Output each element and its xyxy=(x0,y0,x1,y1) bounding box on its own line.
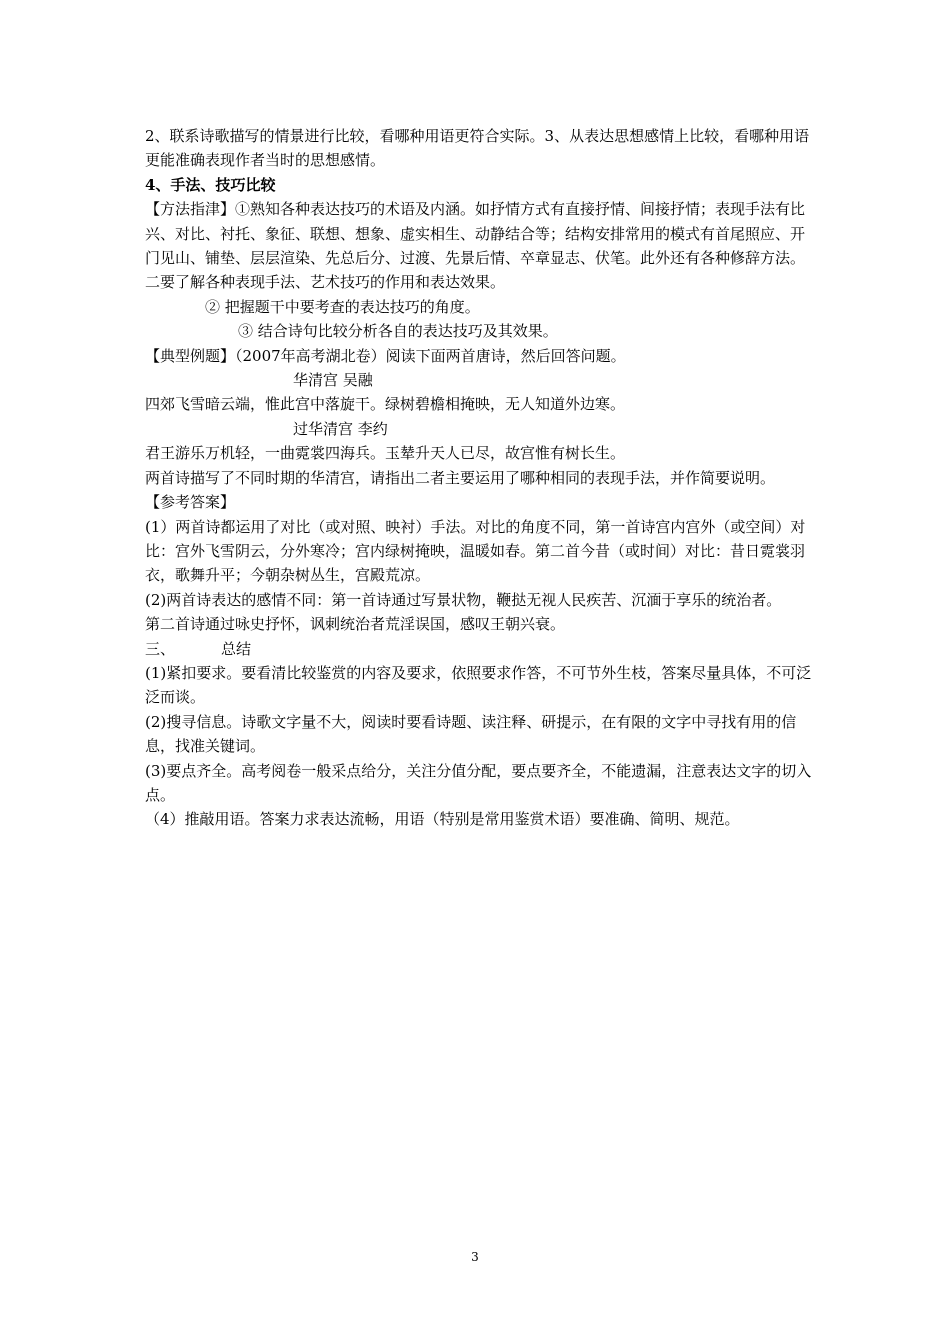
answer-point-2-part-1: (2)两首诗表达的感情不同：第一首诗通过写景状物，鞭挞无视人民疾苦、沉湎于享乐的统治者。 xyxy=(145,590,782,609)
paragraph-method-step-3: ③ 结合诗句比较分析各自的表达技巧及其效果。 xyxy=(238,322,558,341)
paragraph-method-guide: 【方法指津】①熟知各种表达技巧的术语及内涵。如抒情方式有直接抒情、间接抒情；表现手法有比兴、对比、衬托、象征、联想、想象、虚实相生、动静结合等；结构安排常用的模式有首尾照应、开门见山、铺垫、层层渲染、先总后分、过渡、先景后情、卒章显志、伏笔。此外还有各种修辞方法。二要了解各种表现手法、艺术技巧的作用和表达效果。 xyxy=(145,200,806,292)
paragraph-question: 两首诗描写了不同时期的华清宫，请指出二者主要运用了哪种相同的表现手法，并作简要说明。 xyxy=(145,468,776,487)
page-number: 3 xyxy=(471,1250,479,1264)
document-body xyxy=(145,124,815,832)
section-title: 总结 xyxy=(221,639,252,658)
paragraph-comparison-context: 2、联系诗歌描写的情景进行比较，看哪种用语更符合实际。3、从表达思想感情上比较，看哪种用语更能准确表现作者当时的思想感情。 xyxy=(145,127,810,170)
poem-title-huaqing-palace: 华清宫 吴融 xyxy=(293,371,373,390)
answer-point-2 xyxy=(145,588,815,637)
summary-point-1: (1)紧扣要求。要看清比较鉴赏的内容及要求，依照要求作答，不可节外生枝，答案尽量具体，不可泛泛而谈。 xyxy=(145,663,812,707)
section-number: 三、 xyxy=(145,639,176,658)
section-heading-technique: 4、手法、技巧比较 xyxy=(145,175,276,194)
section-heading-summary xyxy=(145,637,815,661)
paragraph-method-step-2: ② 把握题干中要考查的表达技巧的角度。 xyxy=(205,297,480,316)
answer-point-1: (1）两首诗都运用了对比（或对照、映衬）手法。对比的角度不同，第一首诗宫内宫外（或空间）对比：宫外飞雪阴云，分外寒冷；宫内绿树掩映，温暖如春。第二首今昔（或时间）对比：昔日霓裳羽衣，歌舞升平；今朝杂树丛生，宫殿荒凉。 xyxy=(145,517,806,585)
summary-point-4: （4）推敲用语。答案力求表达流畅，用语（特别是常用鉴赏术语）要准确、简明、规范。 xyxy=(145,810,740,829)
poem-text-passing-huaqing-palace: 君王游乐万机轻，一曲霓裳四海兵。玉辇升天人已尽，故宫惟有树长生。 xyxy=(145,444,626,463)
reference-answer-heading: 【参考答案】 xyxy=(145,493,236,512)
poem-text-huaqing-palace: 四郊飞雪暗云端，惟此宫中落旋干。绿树碧檐相掩映，无人知道外边寒。 xyxy=(145,395,626,414)
paragraph-example-intro: 【典型例题】（2007年高考湖北卷）阅读下面两首唐诗，然后回答问题。 xyxy=(145,346,626,365)
answer-point-2-part-2: 第二首诗通过咏史抒怀，讽刺统治者荒淫误国，感叹王朝兴衰。 xyxy=(145,615,566,634)
summary-point-3: (3)要点齐全。高考阅卷一般采点给分，关注分值分配，要点要齐全，不能遗漏，注意表达文字的切入点。 xyxy=(145,761,812,804)
summary-point-2: (2)搜寻信息。诗歌文字量不大，阅读时要看诗题、读注释、研提示，在有限的文字中寻找有用的信息，找准关键词。 xyxy=(145,712,797,756)
poem-title-passing-huaqing-palace: 过华清宫 李约 xyxy=(293,419,388,438)
